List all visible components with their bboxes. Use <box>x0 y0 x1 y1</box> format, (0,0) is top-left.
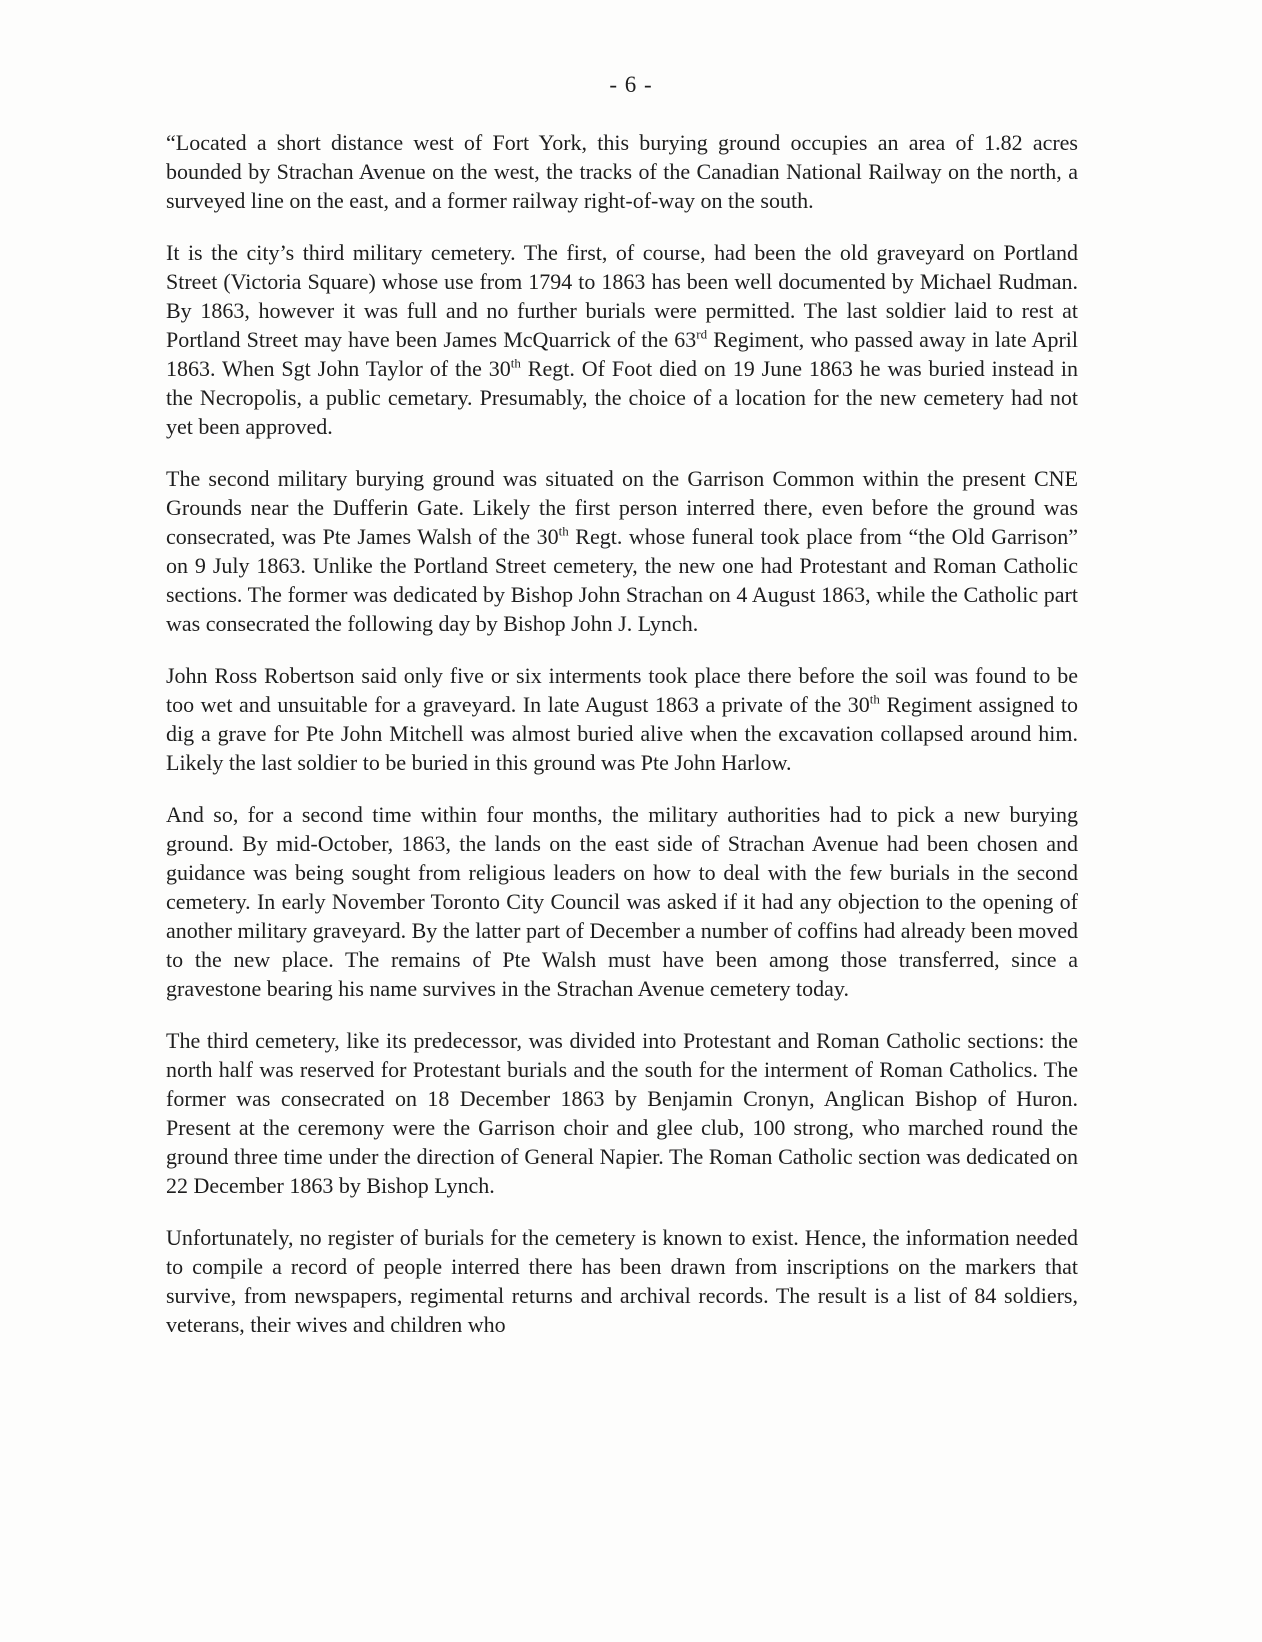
paragraph-1 <box>166 128 1078 215</box>
paragraph-text: Regiment assigned to dig a grave for Pte John Mitchell was almost buried alive when the excavation collapsed around him. Likely the last soldier to be buried in this ground was Pte John Harlow. <box>166 692 1078 775</box>
paragraph-text: And so, for a second time within four months, the military authorities had to pick a new burying ground. By mid-October, 1863, the lands on the east side of Strachan Avenue had been chosen and guidance was being sought from religious leaders on how to deal with the few burials in the second cemetery. In early November Toronto City Council was asked if it had any objection to the opening of another military graveyard. By the latter part of December a number of coffins had already been moved to the new place. The remains of Pte Walsh must have been among those transferred, since a gravestone bearing his name survives in the Strachan Avenue cemetery today. <box>166 802 1078 1001</box>
paragraph-4 <box>166 661 1078 777</box>
paragraph-text: Regiment, who passed away in late April 1863. When Sgt John Taylor of the 30 <box>166 327 1078 381</box>
paragraph-text: The third cemetery, like its predecessor, was divided into Protestant and Roman Catholic sections: the north half was reserved for Protestant burials and the south for the interment of Roman Catholics. The former was consecrated on 18 December 1863 by Benjamin Cronyn, Anglican Bishop of Huron. Present at the ceremony were the Garrison choir and glee club, 100 strong, who marched round the ground three time under the direction of General Napier. The Roman Catholic section was dedicated on 22 December 1863 by Bishop Lynch. <box>166 1028 1078 1198</box>
page-number: - 6 - <box>609 72 653 97</box>
ordinal-suffix: th <box>558 523 569 539</box>
paragraph-text: It is the city’s third military cemetery. The first, of course, had been the old graveyard on Portland Street (Victoria Square) whose use from 1794 to 1863 has been well documented by Michael Rudman. By 1863, however it was full and no further burials were permitted. The last soldier laid to rest at Portland Street may have been James McQuarrick of the 63 <box>166 240 1078 352</box>
paragraph-text: The second military burying ground was situated on the Garrison Common within the present CNE Grounds near the Dufferin Gate. Likely the first person interred there, even before the ground was consecrated, was Pte James Walsh of the 30 <box>166 466 1078 549</box>
paragraph-5 <box>166 800 1078 1003</box>
paragraph-text: “Located a short distance west of Fort York, this burying ground occupies an area of 1.82 acres bounded by Strachan Avenue on the west, the tracks of the Canadian National Railway on the north, a surveyed line on the east, and a former railway right-of-way on the south. <box>166 130 1078 213</box>
ordinal-suffix: th <box>510 355 521 371</box>
paragraph-text: Regt. whose funeral took place from “the Old Garrison” on 9 July 1863. Unlike the Portland Street cemetery, the new one had Protestant and Roman Catholic sections. The former was dedicated by Bishop John Strachan on 4 August 1863, while the Catholic part was consecrated the following day by Bishop John J. Lynch. <box>166 524 1078 636</box>
paragraph-text: Unfortunately, no register of burials for the cemetery is known to exist. Hence, the information needed to compile a record of people interred there has been drawn from inscriptions on the markers that survive, from newspapers, regimental returns and archival records. The result is a list of 84 soldiers, veterans, their wives and children who <box>166 1225 1078 1337</box>
ordinal-suffix: th <box>869 691 880 707</box>
paragraph-text: John Ross Robertson said only five or six interments took place there before the soil was found to be too wet and unsuitable for a graveyard. In late August 1863 a private of the 30 <box>166 663 1078 717</box>
paragraph-7 <box>166 1223 1078 1339</box>
paragraph-6 <box>166 1026 1078 1200</box>
paragraph-2 <box>166 238 1078 441</box>
ordinal-suffix: rd <box>696 326 708 342</box>
paragraph-text: Regt. Of Foot died on 19 June 1863 he was buried instead in the Necropolis, a public cemetary. Presumably, the choice of a location for the new cemetery had not yet been approved. <box>166 356 1078 439</box>
paragraph-3 <box>166 464 1078 638</box>
body-text <box>166 128 1078 1362</box>
